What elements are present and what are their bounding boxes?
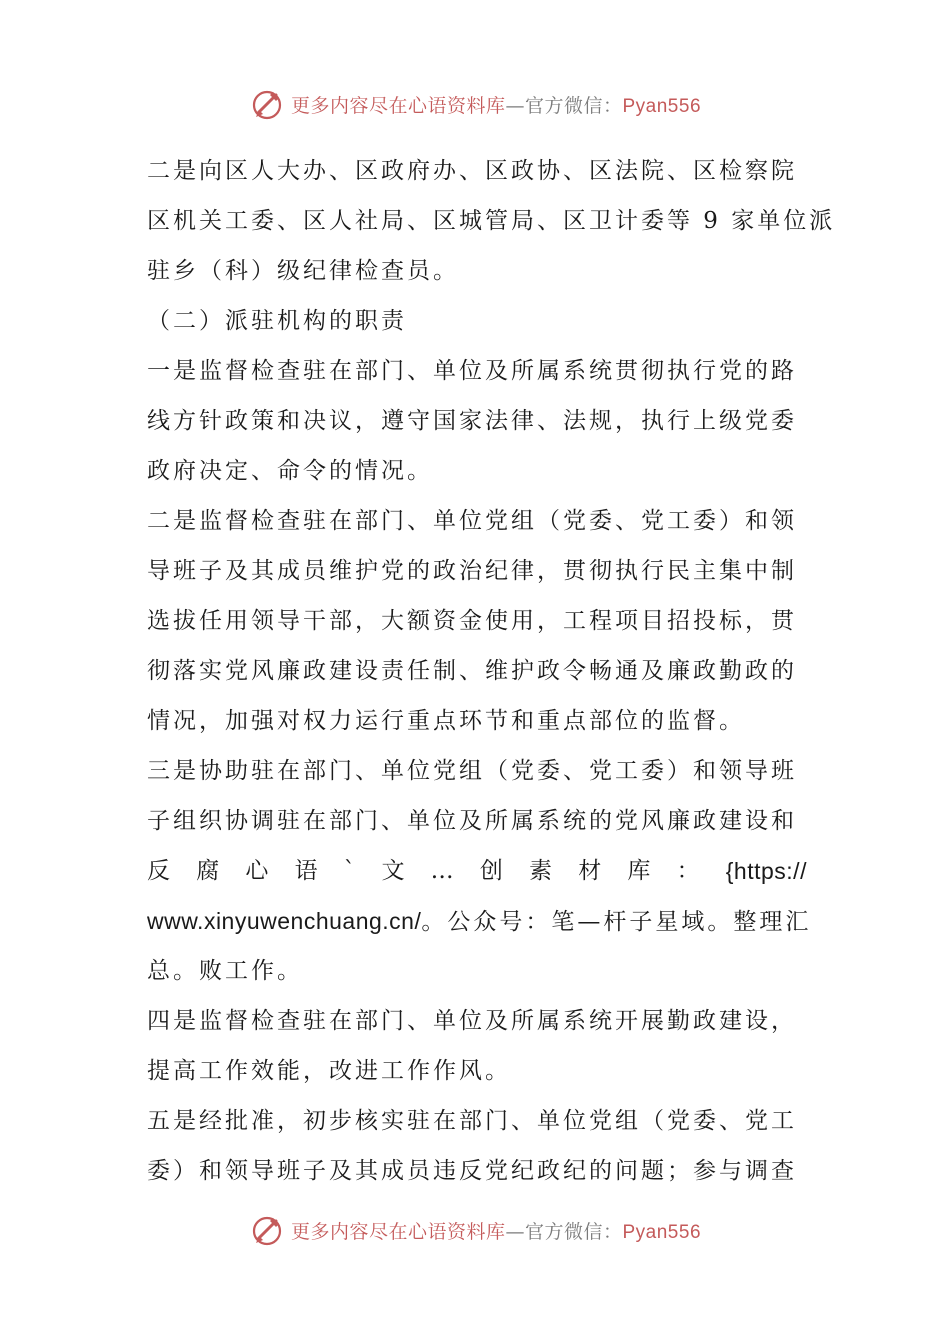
- body-line: 二是监督检查驻在部门、单位党组（党委、党工委）和领: [147, 508, 797, 534]
- spread-char: 素: [529, 858, 552, 884]
- header-banner-main: 更多内容尽在心语资料库: [290, 94, 506, 117]
- section-heading: （二）派驻机构的职责: [147, 308, 407, 334]
- spread-char: 创: [479, 858, 503, 884]
- pen-circle-logo-icon: [249, 86, 285, 122]
- spread-line: [147, 846, 807, 896]
- header-banner: [0, 84, 950, 124]
- header-banner-wechat-id: Pyan556: [622, 95, 702, 117]
- spread-char: 反: [147, 858, 170, 884]
- url-line-rest: 。公众号：笔—杆子星域。整理汇: [421, 909, 812, 935]
- body-line: 二是向区人大办、区政府办、区政协、区法院、区检察院: [147, 158, 797, 184]
- spread-char: …: [430, 858, 454, 884]
- body-line: 子组织协调驻在部门、单位及所属系统的党风廉政建设和: [147, 808, 797, 834]
- url-fragment: {https://: [725, 858, 807, 884]
- body-line: 彻落实党风廉政建设责任制、维护政令畅通及廉政勤政的: [147, 658, 797, 684]
- spread-char: 文: [381, 858, 405, 884]
- spread-char: 语: [294, 858, 318, 884]
- url-line: [147, 896, 812, 946]
- pen-circle-logo-icon: [249, 1212, 285, 1248]
- spread-char: 心: [245, 858, 269, 884]
- spread-char: `: [343, 858, 356, 884]
- body-line: 导班子及其成员维护党的政治纪律，贯彻执行民主集中制: [147, 558, 797, 584]
- document-body: [147, 146, 836, 1196]
- body-line: 四是监督检查驻在部门、单位及所属系统开展勤政建设，: [147, 1008, 797, 1034]
- body-line: 一是监督检查驻在部门、单位及所属系统贯彻执行党的路: [147, 358, 797, 384]
- footer-banner: [0, 1210, 950, 1250]
- footer-banner-text: [291, 1217, 701, 1244]
- body-line: 驻乡（科）级纪律检查员。: [147, 258, 459, 284]
- header-banner-dash: —: [505, 94, 525, 117]
- header-banner-text: [291, 91, 701, 118]
- footer-banner-dash: —: [505, 1220, 525, 1243]
- body-line: 政府决定、命令的情况。: [147, 458, 433, 484]
- header-banner-sub: 官方微信：: [524, 94, 623, 117]
- spread-char: 材: [578, 858, 602, 884]
- body-line: 区机关工委、区人社局、区城管局、区卫计委等 9 家单位派: [147, 208, 836, 234]
- footer-banner-main: 更多内容尽在心语资料库: [290, 1220, 506, 1243]
- body-line: 线方针政策和决议，遵守国家法律、法规，执行上级党委: [147, 408, 797, 434]
- body-line: 选拔任用领导干部，大额资金使用，工程项目招投标，贯: [147, 608, 797, 634]
- website-url: www.xinyuwenchuang.cn/: [147, 908, 422, 934]
- spread-char: 腐: [196, 858, 220, 884]
- body-line: 提高工作效能，改进工作作风。: [147, 1058, 511, 1084]
- spread-char: 库: [627, 858, 651, 884]
- body-line: 总。败工作。: [147, 958, 303, 984]
- footer-banner-wechat-id: Pyan556: [622, 1221, 702, 1243]
- footer-banner-sub: 官方微信：: [524, 1220, 623, 1243]
- spread-char: ：: [676, 858, 700, 884]
- body-line: 三是协助驻在部门、单位党组（党委、党工委）和领导班: [147, 758, 797, 784]
- body-line: 五是经批准，初步核实驻在部门、单位党组（党委、党工: [147, 1108, 797, 1134]
- body-line: 情况，加强对权力运行重点环节和重点部位的监督。: [147, 708, 745, 734]
- body-line: 委）和领导班子及其成员违反党纪政纪的问题；参与调查: [147, 1158, 797, 1184]
